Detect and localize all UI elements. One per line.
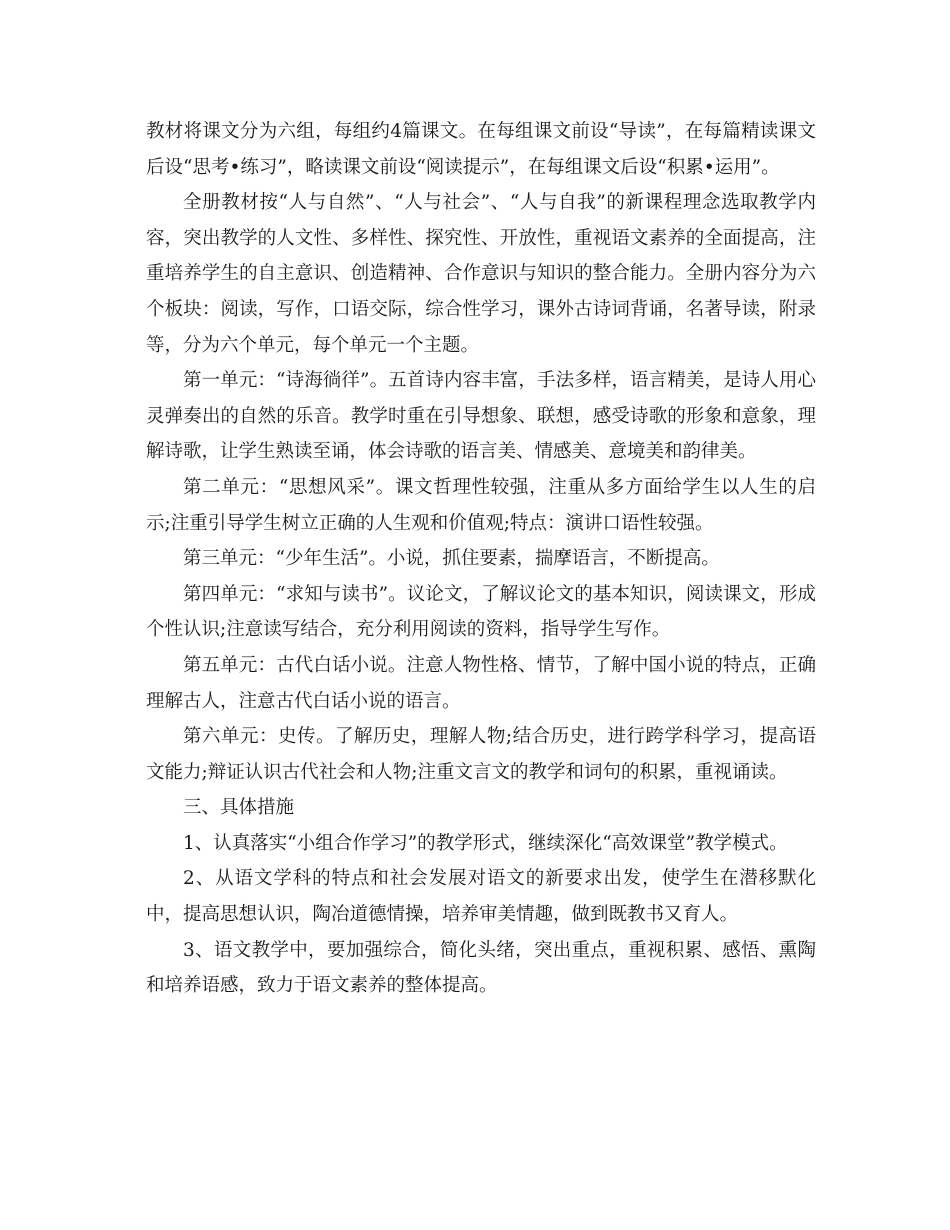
paragraph-unit-4: 第四单元：“求知与读书”。议论文，了解议论文的基本知识，阅读课文，形成个性认识;注意读写结合，充分利用阅读的资料，指导学生写作。 xyxy=(146,583,816,641)
section-heading-measures: 三、具体措施 xyxy=(183,797,295,819)
paragraph-textbook-structure: 教材将课文分为六组，每组约4篇课文。在每组课文前设“导读”，在每篇精读课文后设“思考•练习”，略读课文前设“阅读提示”，在每组课文后设“积累•运用”。 xyxy=(146,121,816,178)
paragraph-curriculum-overview: 全册教材按“人与自然”、“人与社会”、“人与自我”的新课程理念选取教学内容，突出教学的人文性、多样性、探究性、开放性，重视语文素养的全面提高，注重培养学生的自主意识、创造精神、合作意识与知识的整合能力。全册内容分为六个板块：阅读，写作，口语交际，综合性学习，课外古诗词背诵，名著导读，附录等，分为六个单元，每个单元一个主题。 xyxy=(146,192,816,356)
paragraph-unit-3: 第三单元：“少年生活”。小说，抓住要素，揣摩语言，不断提高。 xyxy=(183,548,720,570)
paragraph-measure-2: 2、从语文学科的特点和社会发展对语文的新要求出发，使学生在潜移默化中，提高思想认识，陶冶道德情操，培养审美情趣，做到既教书又育人。 xyxy=(146,868,816,926)
paragraph-unit-6: 第六单元：史传。了解历史，理解人物;结合历史，进行跨学科学习，提高语文能力;辩证认识古代社会和人物;注重文言文的教学和词句的积累，重视诵读。 xyxy=(146,726,816,783)
paragraph-unit-5: 第五单元：古代白话小说。注意人物性格、情节，了解中国小说的特点，正确理解古人，注意古代白话小说的语言。 xyxy=(146,654,816,712)
paragraph-measure-3: 3、语文教学中，要加强综合，简化头绪，突出重点，重视积累、感悟、熏陶和培养语感，致力于语文素养的整体提高。 xyxy=(146,939,816,997)
document-body xyxy=(146,114,816,1004)
paragraph-unit-2: 第二单元：“思想风采”。课文哲理性较强，注重从多方面给学生以人生的启示;注重引导学生树立正确的人生观和价值观;特点：演讲口语性较强。 xyxy=(146,476,816,534)
paragraph-measure-1: 1、认真落实“小组合作学习”的教学形式，继续深化“高效课堂”教学模式。 xyxy=(183,832,788,854)
paragraph-unit-1: 第一单元：“诗海徜徉”。五首诗内容丰富，手法多样，语言精美，是诗人用心灵弹奏出的自然的乐音。教学时重在引导想象、联想，感受诗歌的形象和意象，理解诗歌，让学生熟读至诵，体会诗歌的语言美、情感美、意境美和韵律美。 xyxy=(146,370,816,463)
